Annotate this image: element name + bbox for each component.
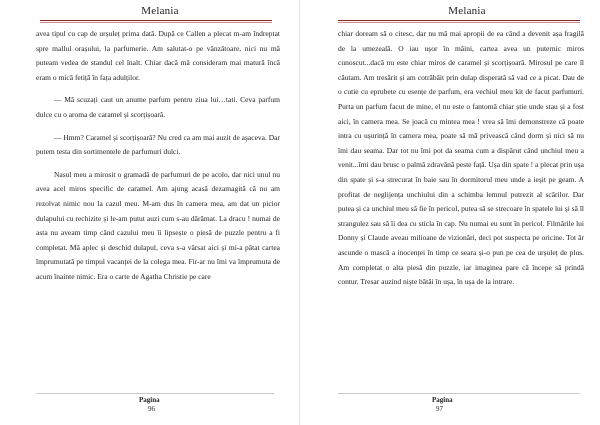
dialogue-paragraph: — Mă scuzați caut un anume parfum pentru ziua lui…tati. Ceva parfum dulce cu o aroma de caramel și scorțișoară. — [36, 95, 280, 119]
page-footer — [0, 393, 300, 425]
paragraph: Nasul meu a mirosit o gramadă de parfumuri de pe acolo, dar nici unul nu avea acel miros specific de caramel. Am ajung acasă dezamagită că nu am rezolvat nimic nou la cazul meu. M-am dus în camera mea, am dat un picior dulapului cu rechizite și le-am putut auzi cum s-au dărămat. La dracu ! numai de asta nu aveam timp când cazului meu îi lipsește o piesă de puzzle pentru a fi completat. Mă aplec și deschid dulapul, ceva s-a vărsat aici și mi-a pătat cartea împrumutată pe timpul vacanței de la colega mea. Fir-ar nu îmi va împrumuta de acum înainte nimic. Era o carte de Agatha Christie pe care — [36, 169, 280, 281]
paragraph: chiar doream să o citesc, dar nu mă mai apropii de ea când a devenit așa fragilă de la umezeală. O iau ușor în mâini, cartea avea un puternic miros cunoscut...dacă nu este chiar miros de caramel și scorțișoară. Mirosul pe care îl căutam. Am tresărit și am cotrăbăit prin dulap disperată să vad ce a picat. Dau de o cutie cu eprubete cu esențe de parfum, era vechiul meu kit de facut parfumuri. Purta un parfum facut de mine, el nu este o fantomă chiar știe unde stau și a fost aici, în camera mea. Se joacă cu mintea mea ! vrea să îmi demonstreze că poate intra cu ușurință în camera mea, poate să mă privească când dorm și nici să nu îmi dau seama. Dar tot nu îmi pot da seama cum a dispărut când unchiul meu a venit...îmi dau brusc o palmă zdravănă peste față. Ușa din spate ! a plecat prin ușa din spate și s-a strecurat în baie sau în dormitorul meu unde a ieșit pe geam. A profitat de neglijența unchiului din a schimba lemnul putrezit al scărilor. Dar putea și ca unchiul meu să fie în pericol, putea să se strecoare în spatele lui și să îl strangulez sau să îi dea cu sticla în cap. Nu numai eu sunt în pericol. Filmările lui Donny și Claude aveau milioane de vizionări, deci pot suspecta pe oricine. Tot ăr ascunde o mască a inocenței în timp ce seara și-o pun pe cea de urșuleț de plus. Am completat o alta piesă din puzzle, iar imaginea pare că începe să prindă contur. Tresar auzind niște bătăi în ușa, în ușa de la intrare. — [338, 29, 584, 287]
paragraph: avea tipul cu cap de urșuleț prima dată. După ce Callen a plecat m-am îndreptat spre mallul orașului, la parfumerie. Am salutat-o pe vânzătoare, nici nu mă puteam vedea de standul cel înalt. Chiar dacă mă consideram mai matură încă eram o mică fetiță în fața adulților. — [36, 29, 280, 82]
running-title: Melania — [141, 5, 179, 17]
running-title: Melania — [448, 5, 486, 17]
page-body — [36, 23, 280, 285]
footer-label: Pagina — [432, 396, 453, 404]
dialogue-paragraph: — Hmm? Caramel și scorțișoară? Nu cred ca am mai auzit de așaceva. Dar putem testa din sortimentele de parfumuri dulci. — [36, 132, 280, 157]
footer-rule — [338, 393, 580, 394]
footer-label: Pagina — [139, 396, 160, 404]
page-number: 97 — [436, 405, 443, 413]
page-body — [338, 23, 584, 290]
right-page — [300, 0, 600, 425]
footer-rule — [36, 393, 274, 394]
page-footer — [300, 393, 600, 425]
page-number: 96 — [148, 405, 155, 413]
